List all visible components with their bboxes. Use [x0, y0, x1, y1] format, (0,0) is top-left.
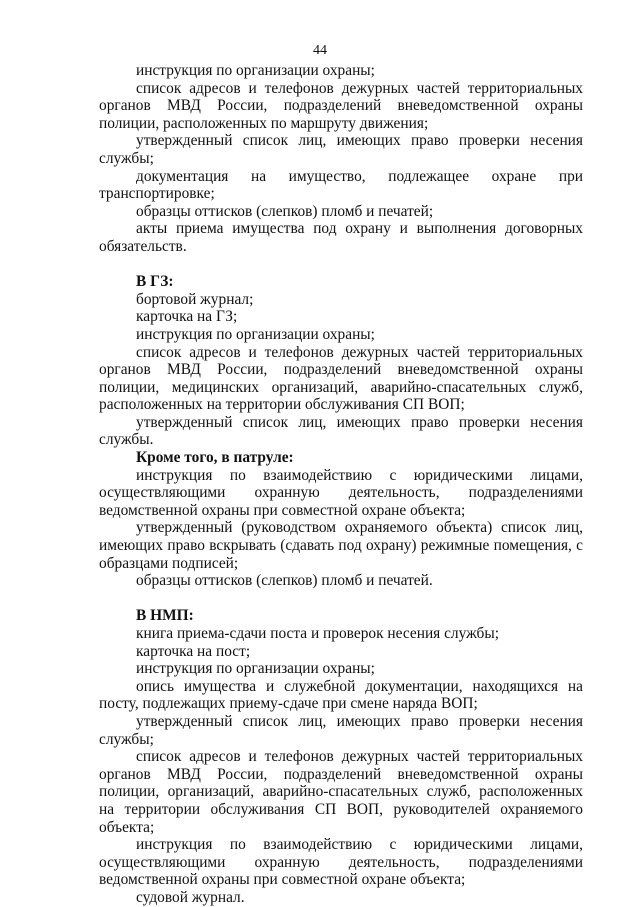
list-item: карточка на ГЗ; — [136, 308, 238, 326]
list-item: акты приема имущества под охрану и выполнения договорных обязательств. — [99, 220, 583, 255]
list-item: инструкция по организации охраны; — [136, 325, 375, 343]
list-item: утвержденный список лиц, имеющих право проверки несения службы; — [99, 132, 583, 167]
list-item: карточка на пост; — [136, 642, 251, 660]
list-item: документация на имущество, подлежащее охране при транспортировке; — [99, 167, 583, 203]
list-item: утвержденный список лиц, имеющих право проверки несения службы; — [99, 712, 583, 748]
list-item: образцы оттисков (слепков) пломб и печатей. — [136, 572, 433, 590]
section-spacer — [99, 590, 583, 608]
list-item: инструкция по организации охраны; — [136, 660, 375, 678]
page-content — [99, 62, 583, 907]
list-item: опись имущества и служебной документации, находящихся на посту, подлежащих приему-сдаче при смене наряда ВОП; — [99, 677, 583, 713]
list-item: инструкция по организации охраны; — [136, 62, 375, 79]
section-heading-nmp: В НМП: — [136, 607, 194, 625]
section-heading-gz: В ГЗ: — [136, 273, 174, 291]
list-item: список адресов и телефонов дежурных частей территориальных органов МВД России, подразделений вневедомственной охраны полиции, медицинских организаций, аварийно-спасательных служб, расположенных на территории обслуживания СП ВОП; — [99, 343, 583, 414]
list-item: образцы оттисков (слепков) пломб и печатей; — [136, 202, 434, 220]
page-number: 44 — [313, 43, 327, 58]
subheading-patrol: Кроме того, в патруле: — [136, 449, 294, 467]
list-item: судовой журнал. — [136, 888, 245, 906]
list-item: книга приема-сдачи поста и проверок несения службы; — [136, 625, 499, 642]
list-item: бортовой журнал; — [136, 290, 254, 308]
list-item: утвержденный (руководством охраняемого объекта) список лиц, имеющих право вскрывать (сдавать под охрану) режимные помещения, с образцами подписей; — [99, 519, 583, 572]
list-item: список адресов и телефонов дежурных частей территориальных органов МВД России, подразделений вневедомственной охраны полиции, расположенных по маршруту движения; — [99, 79, 583, 132]
list-item: инструкция по взаимодействию с юридическими лицами, осуществляющими охранную деятельность, подразделениями ведомственной охраны при совместной охране объекта; — [99, 836, 583, 889]
list-item: список адресов и телефонов дежурных частей территориальных органов МВД России, подразделений вневедомственной охраны полиции, организаций, аварийно-спасательных служб, расположенных на территории обслуживания СП ВОП, руководителей охраняемого объекта; — [99, 748, 583, 836]
list-item: инструкция по взаимодействию с юридическими лицами, осуществляющими охранную деятельность, подразделениями ведомственной охраны при совместной охране объекта; — [99, 466, 583, 519]
section-spacer — [99, 256, 583, 274]
list-item: утвержденный список лиц, имеющих право проверки несения службы. — [99, 413, 583, 449]
